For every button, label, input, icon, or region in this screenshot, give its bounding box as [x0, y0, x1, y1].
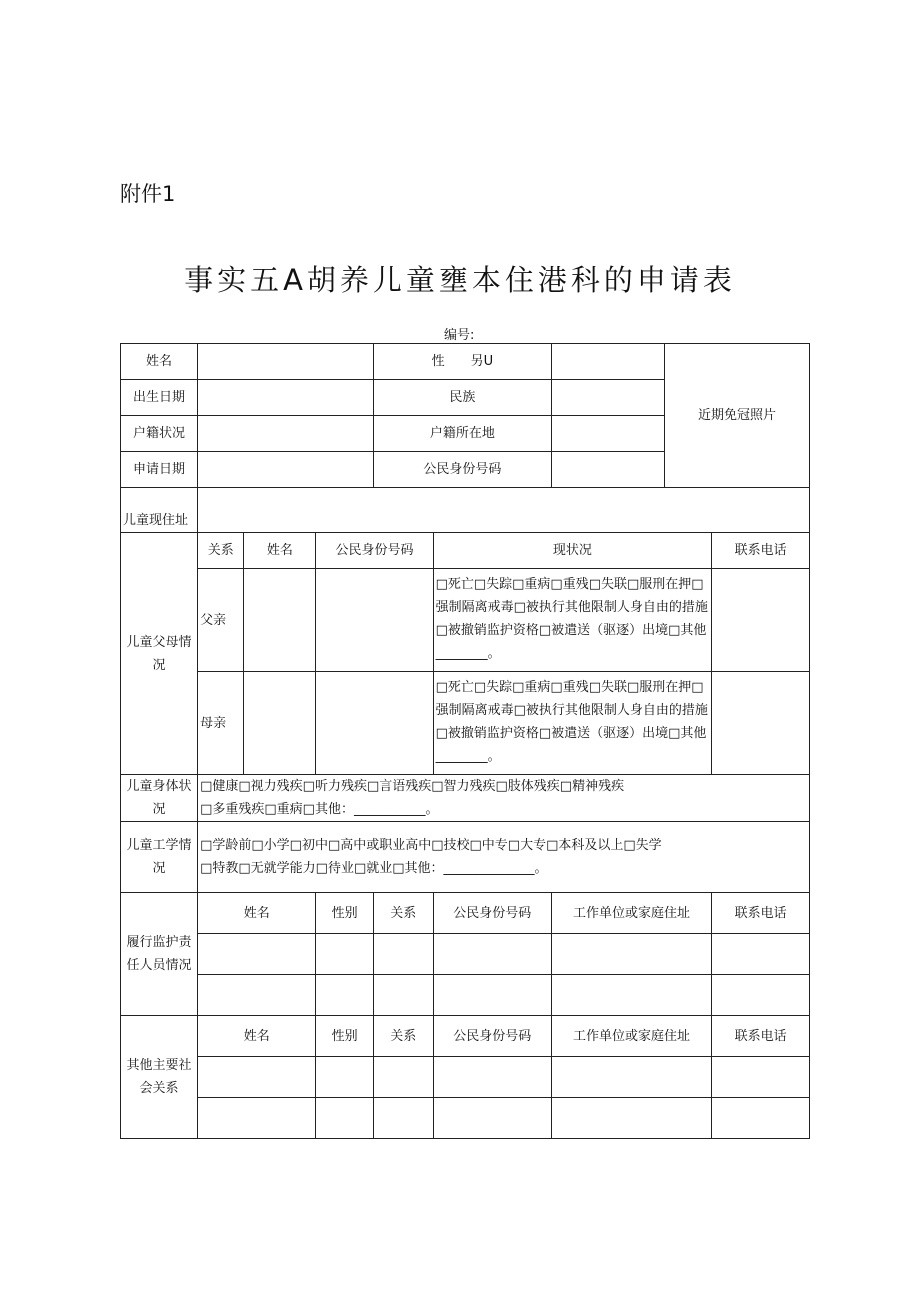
guardian-row2-address[interactable]: [551, 975, 711, 1016]
father-id-field[interactable]: [316, 569, 433, 672]
relations-header-id: 公民身份号码: [433, 1016, 551, 1057]
address-label: 儿童现住址: [121, 488, 198, 533]
hukou-status-label: 户籍状况: [121, 416, 198, 452]
address-field[interactable]: [198, 488, 810, 533]
guardian-header-id: 公民身份号码: [433, 893, 551, 934]
guardian-row2-id[interactable]: [433, 975, 551, 1016]
relations-row1-relation[interactable]: [373, 1057, 433, 1098]
application-form: [120, 343, 810, 1139]
parents-header-relation: 关系: [198, 533, 244, 569]
parents-header-name: 姓名: [244, 533, 316, 569]
id-number-label: 公民身份号码: [373, 452, 551, 488]
study-options[interactable]: [198, 822, 810, 893]
health-options-line1: □健康□视力残疾□听力残疾□言语残疾□智力残疾□肢体残疾□精神残疾: [200, 779, 625, 794]
parents-label: 儿童父母情况: [121, 533, 198, 775]
apply-date-field[interactable]: [198, 452, 374, 488]
attachment-label: 附件1: [120, 182, 176, 206]
relations-row1-address[interactable]: [551, 1057, 711, 1098]
relations-row2-name[interactable]: [198, 1098, 316, 1139]
photo-box[interactable]: 近期免冠照片: [664, 344, 809, 488]
relations-row2-address[interactable]: [551, 1098, 711, 1139]
hukou-place-label: 户籍所在地: [373, 416, 551, 452]
guardian-header-relation: 关系: [373, 893, 433, 934]
mother-id-field[interactable]: [316, 672, 433, 775]
relations-header-phone: 联系电话: [712, 1016, 810, 1057]
relations-row2-phone[interactable]: [712, 1098, 810, 1139]
id-number-field[interactable]: [551, 452, 664, 488]
guardian-row1-phone[interactable]: [712, 934, 810, 975]
relations-row1-phone[interactable]: [712, 1057, 810, 1098]
guardian-row2-gender[interactable]: [316, 975, 374, 1016]
relations-label: 其他主要社会关系: [121, 1016, 198, 1139]
relations-header-relation: 关系: [373, 1016, 433, 1057]
hukou-place-field[interactable]: [551, 416, 664, 452]
guardian-header-name: 姓名: [198, 893, 316, 934]
health-label: 儿童身体状况: [121, 775, 198, 822]
gender-field[interactable]: [551, 344, 664, 380]
guardian-row1-address[interactable]: [551, 934, 711, 975]
mother-phone-field[interactable]: [712, 672, 810, 775]
relations-header-address: 工作单位或家庭住址: [551, 1016, 711, 1057]
health-options[interactable]: [198, 775, 810, 822]
ethnic-label: 民族: [373, 380, 551, 416]
father-label: 父亲: [198, 569, 244, 672]
relations-row1-id[interactable]: [433, 1057, 551, 1098]
father-status-options[interactable]: □死亡□失踪□重病□重残□失联□服刑在押□强制隔离戒毒□被执行其他限制人身自由的措施□被撤销监护资格□被遣送（驱逐）出境□其他________。: [433, 569, 712, 672]
mother-name-field[interactable]: [244, 672, 316, 775]
parents-header-phone: 联系电话: [712, 533, 810, 569]
parents-header-status: 现状况: [433, 533, 712, 569]
hukou-status-field[interactable]: [198, 416, 374, 452]
guardian-header-gender: 性别: [316, 893, 374, 934]
relations-row2-relation[interactable]: [373, 1098, 433, 1139]
guardian-row2-relation[interactable]: [373, 975, 433, 1016]
guardian-row1-relation[interactable]: [373, 934, 433, 975]
relations-row1-name[interactable]: [198, 1057, 316, 1098]
mother-status-options[interactable]: □死亡□失踪□重病□重残□失联□服刑在押□强制隔离戒毒□被执行其他限制人身自由的措施□被撤销监护资格□被遣送（驱逐）出境□其他________。: [433, 672, 712, 775]
relations-header-name: 姓名: [198, 1016, 316, 1057]
guardian-row2-phone[interactable]: [712, 975, 810, 1016]
birth-field[interactable]: [198, 380, 374, 416]
relations-row1-gender[interactable]: [316, 1057, 374, 1098]
guardian-header-address: 工作单位或家庭住址: [551, 893, 711, 934]
birth-label: 出生日期: [121, 380, 198, 416]
father-phone-field[interactable]: [712, 569, 810, 672]
name-field[interactable]: [198, 344, 374, 380]
study-options-line2: □特教□无就学能力□待业□就业□其他：______________。: [200, 861, 548, 876]
guardian-row1-name[interactable]: [198, 934, 316, 975]
relations-row2-id[interactable]: [433, 1098, 551, 1139]
apply-date-label: 申请日期: [121, 452, 198, 488]
study-label: 儿童工学情况: [121, 822, 198, 893]
form-title: 事实五A胡养儿童壅本住港科的申请表: [184, 263, 736, 297]
guardian-row1-gender[interactable]: [316, 934, 374, 975]
mother-label: 母亲: [198, 672, 244, 775]
guardian-row2-name[interactable]: [198, 975, 316, 1016]
guardian-label: 履行监护责任人员情况: [121, 893, 198, 1016]
relations-row2-gender[interactable]: [316, 1098, 374, 1139]
ethnic-field[interactable]: [551, 380, 664, 416]
study-options-line1: □学龄前□小学□初中□高中或职业高中□技校□中专□大专□本科及以上□失学: [200, 838, 662, 853]
health-options-line2: □多重残疾□重病□其他：___________。: [200, 802, 439, 817]
father-name-field[interactable]: [244, 569, 316, 672]
parents-header-id: 公民身份号码: [316, 533, 433, 569]
gender-label: 性 另U: [373, 344, 551, 380]
guardian-header-phone: 联系电话: [712, 893, 810, 934]
relations-header-gender: 性别: [316, 1016, 374, 1057]
name-label: 姓名: [121, 344, 198, 380]
serial-number-label: 编号:: [444, 328, 475, 343]
guardian-row1-id[interactable]: [433, 934, 551, 975]
